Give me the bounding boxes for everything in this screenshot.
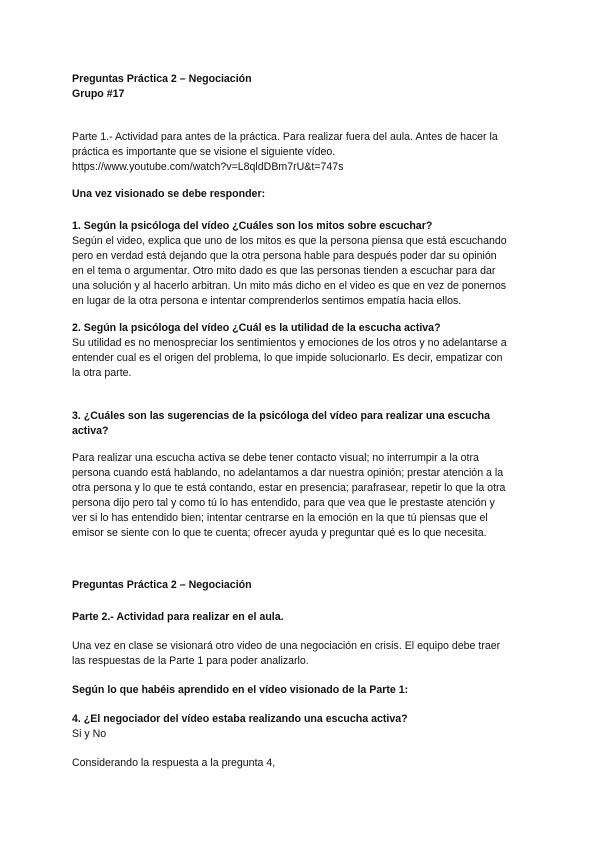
part2-intro-line: Una vez en clase se visionará otro video de una negociación en crisis. El equipo debe traer — [72, 640, 501, 652]
answer-line: pero en verdad está dejando que la otra persona hable para después poder dar su opinión — [72, 250, 497, 262]
answer-line: entender cual es el origen del problema, lo que impide solucionarlo. Es decir, empatizar con — [72, 352, 503, 364]
answer-3 — [72, 451, 532, 541]
answer-line: persona dijo pero tal y como tú lo has entendido, para que vea que le prestaste atención y — [72, 497, 495, 509]
question-line: activa? — [72, 425, 109, 437]
answer-line: la otra parte. — [72, 367, 132, 379]
answer-line: persona cuando está hablando, no adelantamos a dar nuestra opinión; prestar atención a la — [72, 467, 504, 479]
video-link[interactable]: https://www.youtube.com/watch?v=L8qldDBm7rU&t=747s — [72, 161, 344, 173]
answer-line: emisor se siente con lo que te cuenta; ofrecer ayuda y preguntar qué es lo que necesita. — [72, 527, 487, 539]
part1-intro — [72, 130, 532, 175]
part2-heading: Parte 2.- Actividad para realizar en el aula. — [72, 611, 284, 623]
question-3 — [72, 409, 532, 439]
question-line: 3. ¿Cuáles son las sugerencias de la psicóloga del vídeo para realizar una escucha — [72, 410, 491, 422]
group-label: Grupo #17 — [72, 88, 125, 100]
answer-2 — [72, 336, 532, 381]
answer-line: ver si lo has entendido bien; intentar centrarse en la emoción en la que tú piensas que el — [72, 512, 488, 524]
answer-line: otra persona y lo que te está contando, estar en presencia; parafrasear, repetir lo que la otra — [72, 482, 506, 494]
answer-line: en lugar de la otra persona e intentar comprenderlos sentimos empatía hacia ellos. — [72, 295, 462, 307]
after-viewing-heading: Una vez visionado se debe responder: — [72, 188, 266, 200]
part2-intro-line: las respuestas de la Parte 1 para poder analizarlo. — [72, 655, 309, 667]
answer-4: Si y No — [72, 728, 107, 740]
answer-line: en el tema o argumentar. Otro mito dado es que las personas tienden a escuchar para dar — [72, 265, 496, 277]
document-title-block — [72, 72, 532, 102]
part1-intro-line: Parte 1.- Actividad para antes de la práctica. Para realizar fuera del aula. Antes de hacer la — [72, 131, 498, 143]
answer-line: Su utilidad es no menospreciar los sentimientos y emociones de los otros y no adelantarse a — [72, 337, 507, 349]
considering-line: Considerando la respuesta a la pregunta 4, — [72, 757, 276, 769]
answer-line: una solución y al hacerlo arbitran. Un mito más dicho en el video es que en vez de ponernos — [72, 280, 507, 292]
document-title: Preguntas Práctica 2 – Negociación — [72, 73, 252, 85]
question-4: 4. ¿El negociador del vídeo estaba realizando una escucha activa? — [72, 713, 408, 725]
answer-line: Según el video, explica que uno de los mitos es que la persona piensa que está escuchando — [72, 235, 507, 247]
part2-intro — [72, 639, 532, 669]
section-title-2: Preguntas Práctica 2 – Negociación — [72, 579, 252, 591]
learned-heading: Según lo que habéis aprendido en el vídeo visionado de la Parte 1: — [72, 684, 409, 696]
question-1: 1. Según la psicóloga del vídeo ¿Cuáles son los mitos sobre escuchar? — [72, 220, 433, 232]
answer-1 — [72, 234, 532, 309]
part1-intro-line: práctica es importante que se visione el siguiente vídeo. — [72, 146, 336, 158]
answer-line: Para realizar una escucha activa se debe tener contacto visual; no interrumpir a la otra — [72, 452, 479, 464]
question-2: 2. Según la psicóloga del vídeo ¿Cuál es la utilidad de la escucha activa? — [72, 322, 441, 334]
